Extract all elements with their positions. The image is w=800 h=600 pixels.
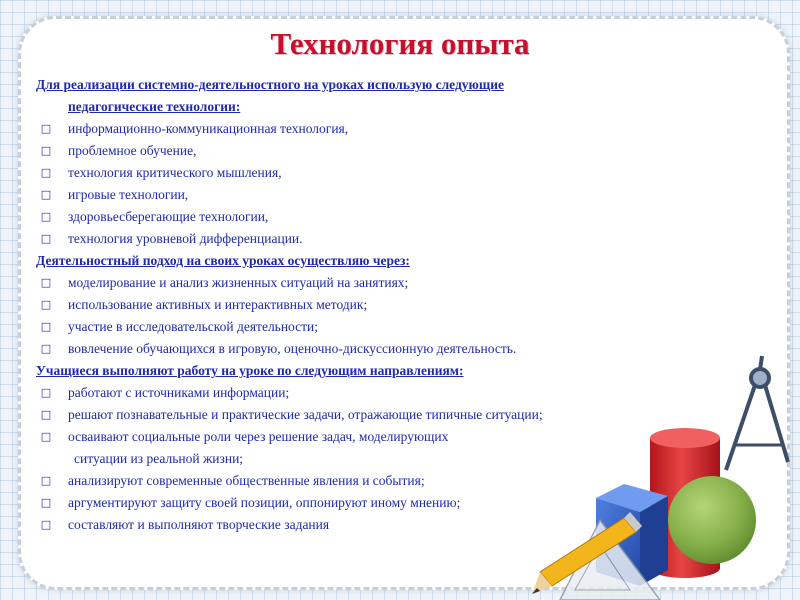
bullet-text: использование активных и интерактивных методик; <box>68 297 368 312</box>
bullet-item <box>36 162 716 184</box>
bullet-item <box>36 316 716 338</box>
bullet-icon: □ <box>40 518 52 531</box>
bullet-text: составляют и выполняют творческие задания <box>68 517 330 532</box>
bullet-text: технология уровневой дифференциации. <box>68 231 303 246</box>
section-heading <box>36 74 716 118</box>
bullet-icon: □ <box>40 122 52 135</box>
bullet-text: здоровьесберегающие технологии, <box>68 209 269 224</box>
bullet-icon: □ <box>40 276 52 289</box>
bullet-text: моделирование и анализ жизненных ситуаций на занятиях; <box>68 275 409 290</box>
bullet-text: аргументируют защиту своей позиции, оппонируют иному мнению; <box>68 495 461 510</box>
bullet-item <box>36 140 716 162</box>
bullet-item <box>36 404 716 426</box>
bullet-item <box>36 184 716 206</box>
slide-title: Технология опыта <box>270 26 530 61</box>
bullet-item <box>36 206 716 228</box>
slide-content <box>36 74 716 536</box>
bullet-icon: □ <box>40 210 52 223</box>
section-heading <box>36 250 716 272</box>
bullet-icon: □ <box>40 430 52 443</box>
bullet-icon: □ <box>40 320 52 333</box>
section-heading-line: педагогические технологии: <box>68 99 241 114</box>
bullet-item <box>36 470 716 492</box>
bullet-icon: □ <box>40 144 52 157</box>
section-heading-line: Деятельностный подход на своих уроках осуществляю через: <box>36 253 410 268</box>
bullet-text: анализируют современные общественные явления и события; <box>68 473 425 488</box>
section-heading-line: Учащиеся выполняют работу на уроке по следующим направлениям: <box>36 363 464 378</box>
bullet-item <box>36 294 716 316</box>
bullet-icon: □ <box>40 408 52 421</box>
bullet-icon: □ <box>40 298 52 311</box>
bullet-icon: □ <box>40 386 52 399</box>
bullet-item <box>36 338 716 360</box>
bullet-text: вовлечение обучающихся в игровую, оценочно-дискуссионную деятельность. <box>68 341 517 356</box>
bullet-icon: □ <box>40 232 52 245</box>
bullet-text: информационно-коммуникационная технология, <box>68 121 349 136</box>
bullet-item <box>36 228 716 250</box>
bullet-text: участие в исследовательской деятельности; <box>68 319 319 334</box>
bullet-icon: □ <box>40 342 52 355</box>
bullet-item <box>36 426 716 470</box>
bullet-item <box>36 272 716 294</box>
bullet-text: осваивают социальные роли через решение задач, моделирующих <box>68 429 449 444</box>
bullet-text: решают познавательные и практические задачи, отражающие типичные ситуации; <box>68 407 543 422</box>
bullet-icon: □ <box>40 496 52 509</box>
bullet-item <box>36 118 716 140</box>
bullet-text: игровые технологии, <box>68 187 189 202</box>
bullet-text: проблемное обучение, <box>68 143 197 158</box>
section-heading <box>36 360 716 382</box>
bullet-text: работают с источниками информации; <box>68 385 290 400</box>
bullet-text-continuation: ситуации из реальной жизни; <box>74 451 244 466</box>
bullet-icon: □ <box>40 188 52 201</box>
bullet-item <box>36 514 716 536</box>
bullet-text: технология критического мышления, <box>68 165 282 180</box>
section-heading-line: Для реализации системно-деятельностного на уроках использую следующие <box>36 77 505 92</box>
bullet-icon: □ <box>40 166 52 179</box>
bullet-item <box>36 382 716 404</box>
bullet-icon: □ <box>40 474 52 487</box>
bullet-item <box>36 492 716 514</box>
